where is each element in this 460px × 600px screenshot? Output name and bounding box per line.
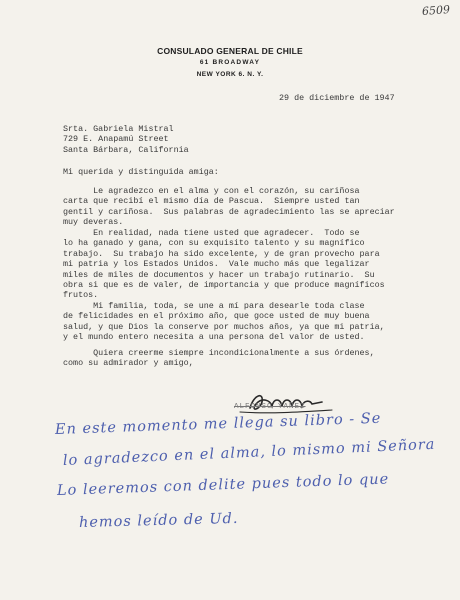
letterhead-title: CONSULADO GENERAL DE CHILE <box>157 46 303 56</box>
paragraph-line: Quiera creerme siempre incondicionalmente a sus órdenes, <box>63 348 375 358</box>
handwritten-line: lo agradezco en el alma, lo mismo mi Señora <box>62 436 436 469</box>
recipient-address <box>63 124 189 155</box>
paragraph-line: lo ha ganado y gana, con su exquisito talento y su magnífico <box>63 238 365 249</box>
handwritten-line: En este momento me llega su libro - Se <box>54 410 382 438</box>
paragraph-line: mi patria y los Estados Unidos. Vale mucho más que legalizar <box>63 259 370 270</box>
archive-number: 6509 <box>421 3 451 18</box>
recipient-name: Srta. Gabriela Mistral <box>63 124 174 134</box>
greeting: Mi querida y distinguida amiga: <box>63 167 219 177</box>
letterhead-street: 61 BROADWAY <box>199 59 261 66</box>
paragraph-line: muy deveras. <box>63 217 124 228</box>
letter-date: 29 de diciembre de 1947 <box>279 93 395 103</box>
letterhead-city: NEW YORK 6. N. Y. <box>196 71 264 78</box>
recipient-street: 729 E. Anapamú Street <box>63 134 169 145</box>
paragraph-1 <box>63 186 395 228</box>
paragraph-line: frutos. <box>63 290 99 301</box>
paragraph-line: miles de miles de documentos y hacer un trabajo rutinario. Su <box>63 269 375 280</box>
paragraph-line: gentil y cariñosa. Sus palabras de agradecimiento las se apreciar <box>63 206 395 217</box>
handwritten-line: Lo leeremos con delite pues todo lo que <box>56 471 390 499</box>
paragraph-line: y el mundo entero necesita a una persona del valor de usted. <box>63 332 365 343</box>
paragraph-line: En realidad, nada tiene usted que agradecer. Todo se <box>63 228 360 238</box>
handwritten-line: hemos leído de Ud. <box>78 510 239 531</box>
paragraph-2 <box>63 228 385 301</box>
paragraph-line: trabajo. Su trabajo ha sido excelente, y de gran provecho para <box>63 248 380 259</box>
typed-signature: ALFONSO YAÑEZ <box>234 403 306 411</box>
paragraph-line: salud, y que Dios la conserve por muchos años, ya que mi patria, <box>63 321 385 332</box>
paragraph-line: carta que recibí el mismo día de Pascua. Siempre usted tan <box>63 196 360 207</box>
closing <box>63 348 375 369</box>
paragraph-3 <box>63 301 385 343</box>
paragraph-line: obra si que es de valer, de importancia y que produce magníficos <box>63 280 385 291</box>
paragraph-line: Le agradezco en el alma y con el corazón, su cariñosa <box>63 186 360 196</box>
paragraph-line: de felicidades en el próximo año, que goce usted de muy buena <box>63 311 370 322</box>
recipient-city: Santa Bárbara, California <box>63 144 189 155</box>
paragraph-line: Mi familia, toda, se une a mí para desearle toda clase <box>63 301 365 311</box>
paragraph-line: como su admirador y amigo, <box>63 358 194 369</box>
